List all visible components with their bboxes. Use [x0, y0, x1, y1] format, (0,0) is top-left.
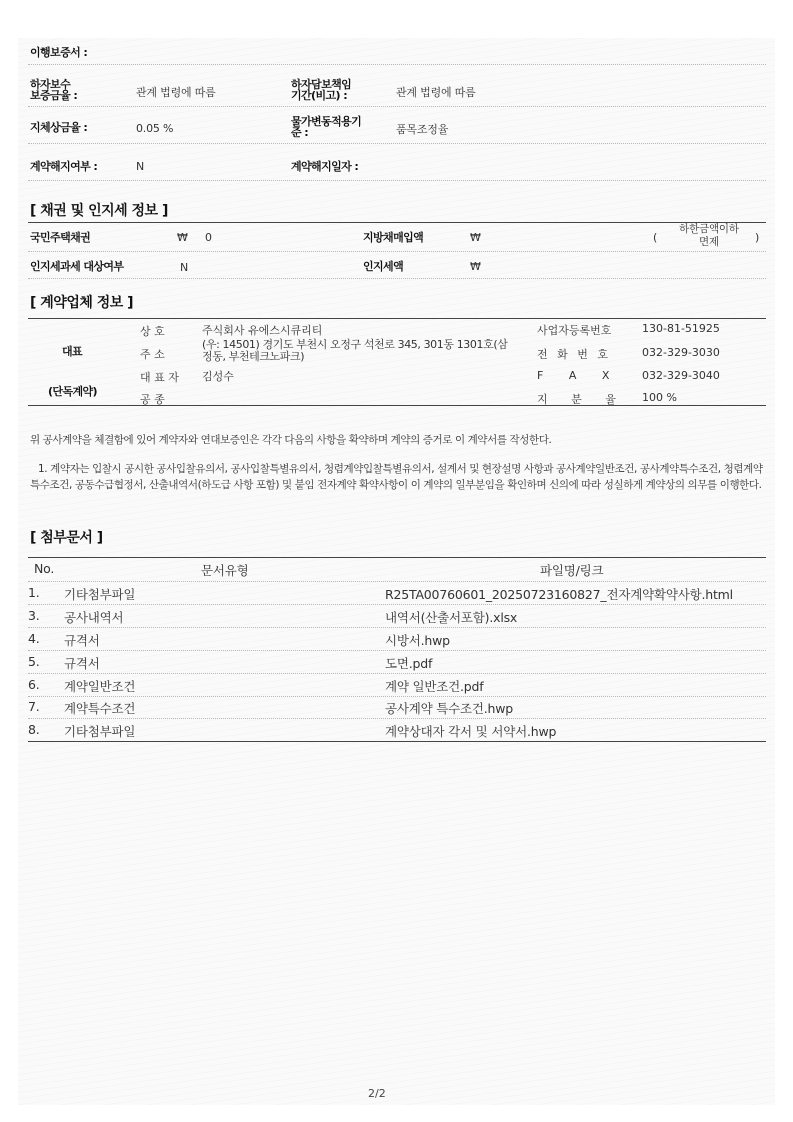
attachments-section-title: [ 첨부문서 ]	[30, 530, 103, 546]
exempt-close-paren: )	[755, 231, 760, 244]
divider	[28, 673, 766, 674]
sub-warranty-amount-label: 하자보수 보증금율 :	[30, 78, 78, 102]
stamp-target-label: 인지세과세 대상여부	[30, 260, 124, 273]
attachment-type: 규격서	[64, 656, 100, 671]
performance-guarantee-label: 이행보증서 :	[30, 46, 88, 59]
contractor-section-title: [ 계약업체 정보 ]	[30, 295, 134, 311]
late-rate-label: 지체상금율 :	[30, 121, 88, 134]
bond-section-title: [ 채권 및 인지세 정보 ]	[30, 203, 168, 219]
attachment-type: 계약특수조건	[64, 701, 136, 716]
housing-bond-value: 0	[205, 231, 212, 244]
bizno-value: 130-81-51925	[642, 322, 720, 335]
divider	[28, 718, 766, 719]
section-rule	[28, 557, 766, 558]
housing-bond-label: 국민주택채권	[30, 231, 91, 244]
attachment-type: 계약일반조건	[64, 679, 136, 694]
divider	[28, 106, 766, 107]
document-page	[18, 38, 775, 1105]
termination-value: N	[136, 160, 145, 173]
attachment-type: 규격서	[64, 633, 100, 648]
phone-value: 032-329-3030	[642, 346, 720, 359]
termination-date-label: 계약해지일자 :	[291, 160, 359, 173]
col-header-type: 문서유형	[201, 563, 249, 578]
contractor-role: 대표	[62, 345, 83, 358]
attachment-file-link[interactable]: 공사계약 특수조건.hwp	[385, 701, 514, 716]
stamp-target-value: N	[180, 261, 189, 274]
contract-clause: 1. 계약자는 입찰시 공시한 공사입찰유의서, 공사입찰특별유의서, 청렴계약입찰특별유의서, 설계서 및 현장설명 사항과 공사계약일반조건, 공사계약특수조건, 청렴계약특수조건, 공동수급협정서, 산출내역서(하도급 사항 포함) 및 붙임 전자계약 확약사항이 이 계약의 일부분임을 확인하며 신의에 따라 성실하게 계약상의 의무를 이행한다.	[30, 463, 763, 491]
fax-label: F A X	[537, 369, 610, 382]
attachment-type: 공사내역서	[64, 610, 124, 625]
section-rule	[28, 222, 766, 223]
ceo-value: 김성수	[202, 370, 234, 383]
attachment-type: 기타첨부파일	[64, 724, 136, 739]
local-bond-currency: ₩	[470, 231, 481, 244]
sub-warranty-amount-value: 관계 법령에 따름	[136, 86, 216, 99]
termination-label: 계약해지여부 :	[30, 160, 98, 173]
stamp-amount-currency: ₩	[470, 260, 481, 273]
attachment-no: 5.	[28, 654, 40, 669]
attachment-file-link[interactable]: 내역서(산출서포함).xlsx	[385, 610, 518, 625]
attachment-no: 8.	[28, 722, 40, 737]
attachment-file-link[interactable]: R25TA00760601_20250723160827_전자계약확약사항.html	[385, 587, 733, 602]
section-rule	[28, 741, 766, 742]
sub-warranty-period-label: 하자담보책임 기간(비고) :	[291, 78, 352, 102]
exempt-open-paren: (	[653, 231, 658, 244]
section-rule	[28, 405, 766, 406]
col-header-file: 파일명/링크	[540, 563, 604, 578]
share-value: 100 %	[642, 391, 677, 404]
attachment-file-link[interactable]: 계약상대자 각서 및 서약서.hwp	[385, 724, 557, 739]
attachment-no: 4.	[28, 631, 40, 646]
local-bond-label: 지방채매입액	[363, 231, 424, 244]
section-rule	[28, 318, 766, 319]
address-label: 주 소	[140, 348, 165, 361]
price-adjust-label: 물가변동적용기 준 :	[291, 115, 362, 139]
phone-label: 전 화 번 호	[537, 348, 608, 361]
divider	[28, 627, 766, 628]
company-value: 주식회사 유에스시큐리티	[202, 324, 323, 337]
exempt-text: 하한금액이하 면제	[679, 223, 739, 248]
bizno-label: 사업자등록번호	[537, 324, 612, 337]
late-rate-value: 0.05 %	[136, 122, 174, 135]
attachment-no: 3.	[28, 608, 40, 623]
divider	[28, 581, 766, 582]
contract-statement: 위 공사계약을 체결함에 있어 계약자와 연대보증인은 각각 다음의 사항을 확약하며 계약의 증거로 이 계약서를 작성한다.	[30, 434, 552, 446]
company-label: 상 호	[140, 325, 165, 338]
attachment-type: 기타첨부파일	[64, 587, 136, 602]
joint-label: 공 종	[140, 393, 165, 406]
share-label: 지 분 율	[537, 393, 616, 406]
housing-bond-currency: ₩	[177, 231, 188, 244]
divider	[28, 604, 766, 605]
attachment-file-link[interactable]: 도면.pdf	[385, 656, 433, 671]
fax-value: 032-329-3040	[642, 369, 720, 382]
attachment-file-link[interactable]: 시방서.hwp	[385, 633, 450, 648]
stamp-amount-label: 인지세액	[363, 260, 404, 273]
contractor-role-sub: (단독계약)	[48, 385, 97, 398]
divider	[28, 251, 766, 252]
attachment-no: 1.	[28, 585, 40, 600]
attachment-no: 6.	[28, 677, 40, 692]
col-header-no: No.	[34, 561, 55, 576]
divider	[28, 278, 766, 279]
sub-warranty-period-value: 관계 법령에 따름	[396, 86, 476, 99]
divider	[28, 650, 766, 651]
divider	[28, 143, 766, 144]
divider	[28, 180, 766, 181]
attachment-no: 7.	[28, 699, 40, 714]
price-adjust-value: 품목조정율	[396, 123, 449, 136]
divider	[28, 64, 766, 65]
page-number: 2/2	[368, 1087, 386, 1100]
address-value: (우: 14501) 경기도 부천시 오정구 석천로 345, 301동 1301호(삼 정동, 부천테크노파크)	[202, 338, 508, 363]
attachment-file-link[interactable]: 계약 일반조건.pdf	[385, 679, 484, 694]
ceo-label: 대 표 자	[140, 371, 179, 384]
divider	[28, 696, 766, 697]
